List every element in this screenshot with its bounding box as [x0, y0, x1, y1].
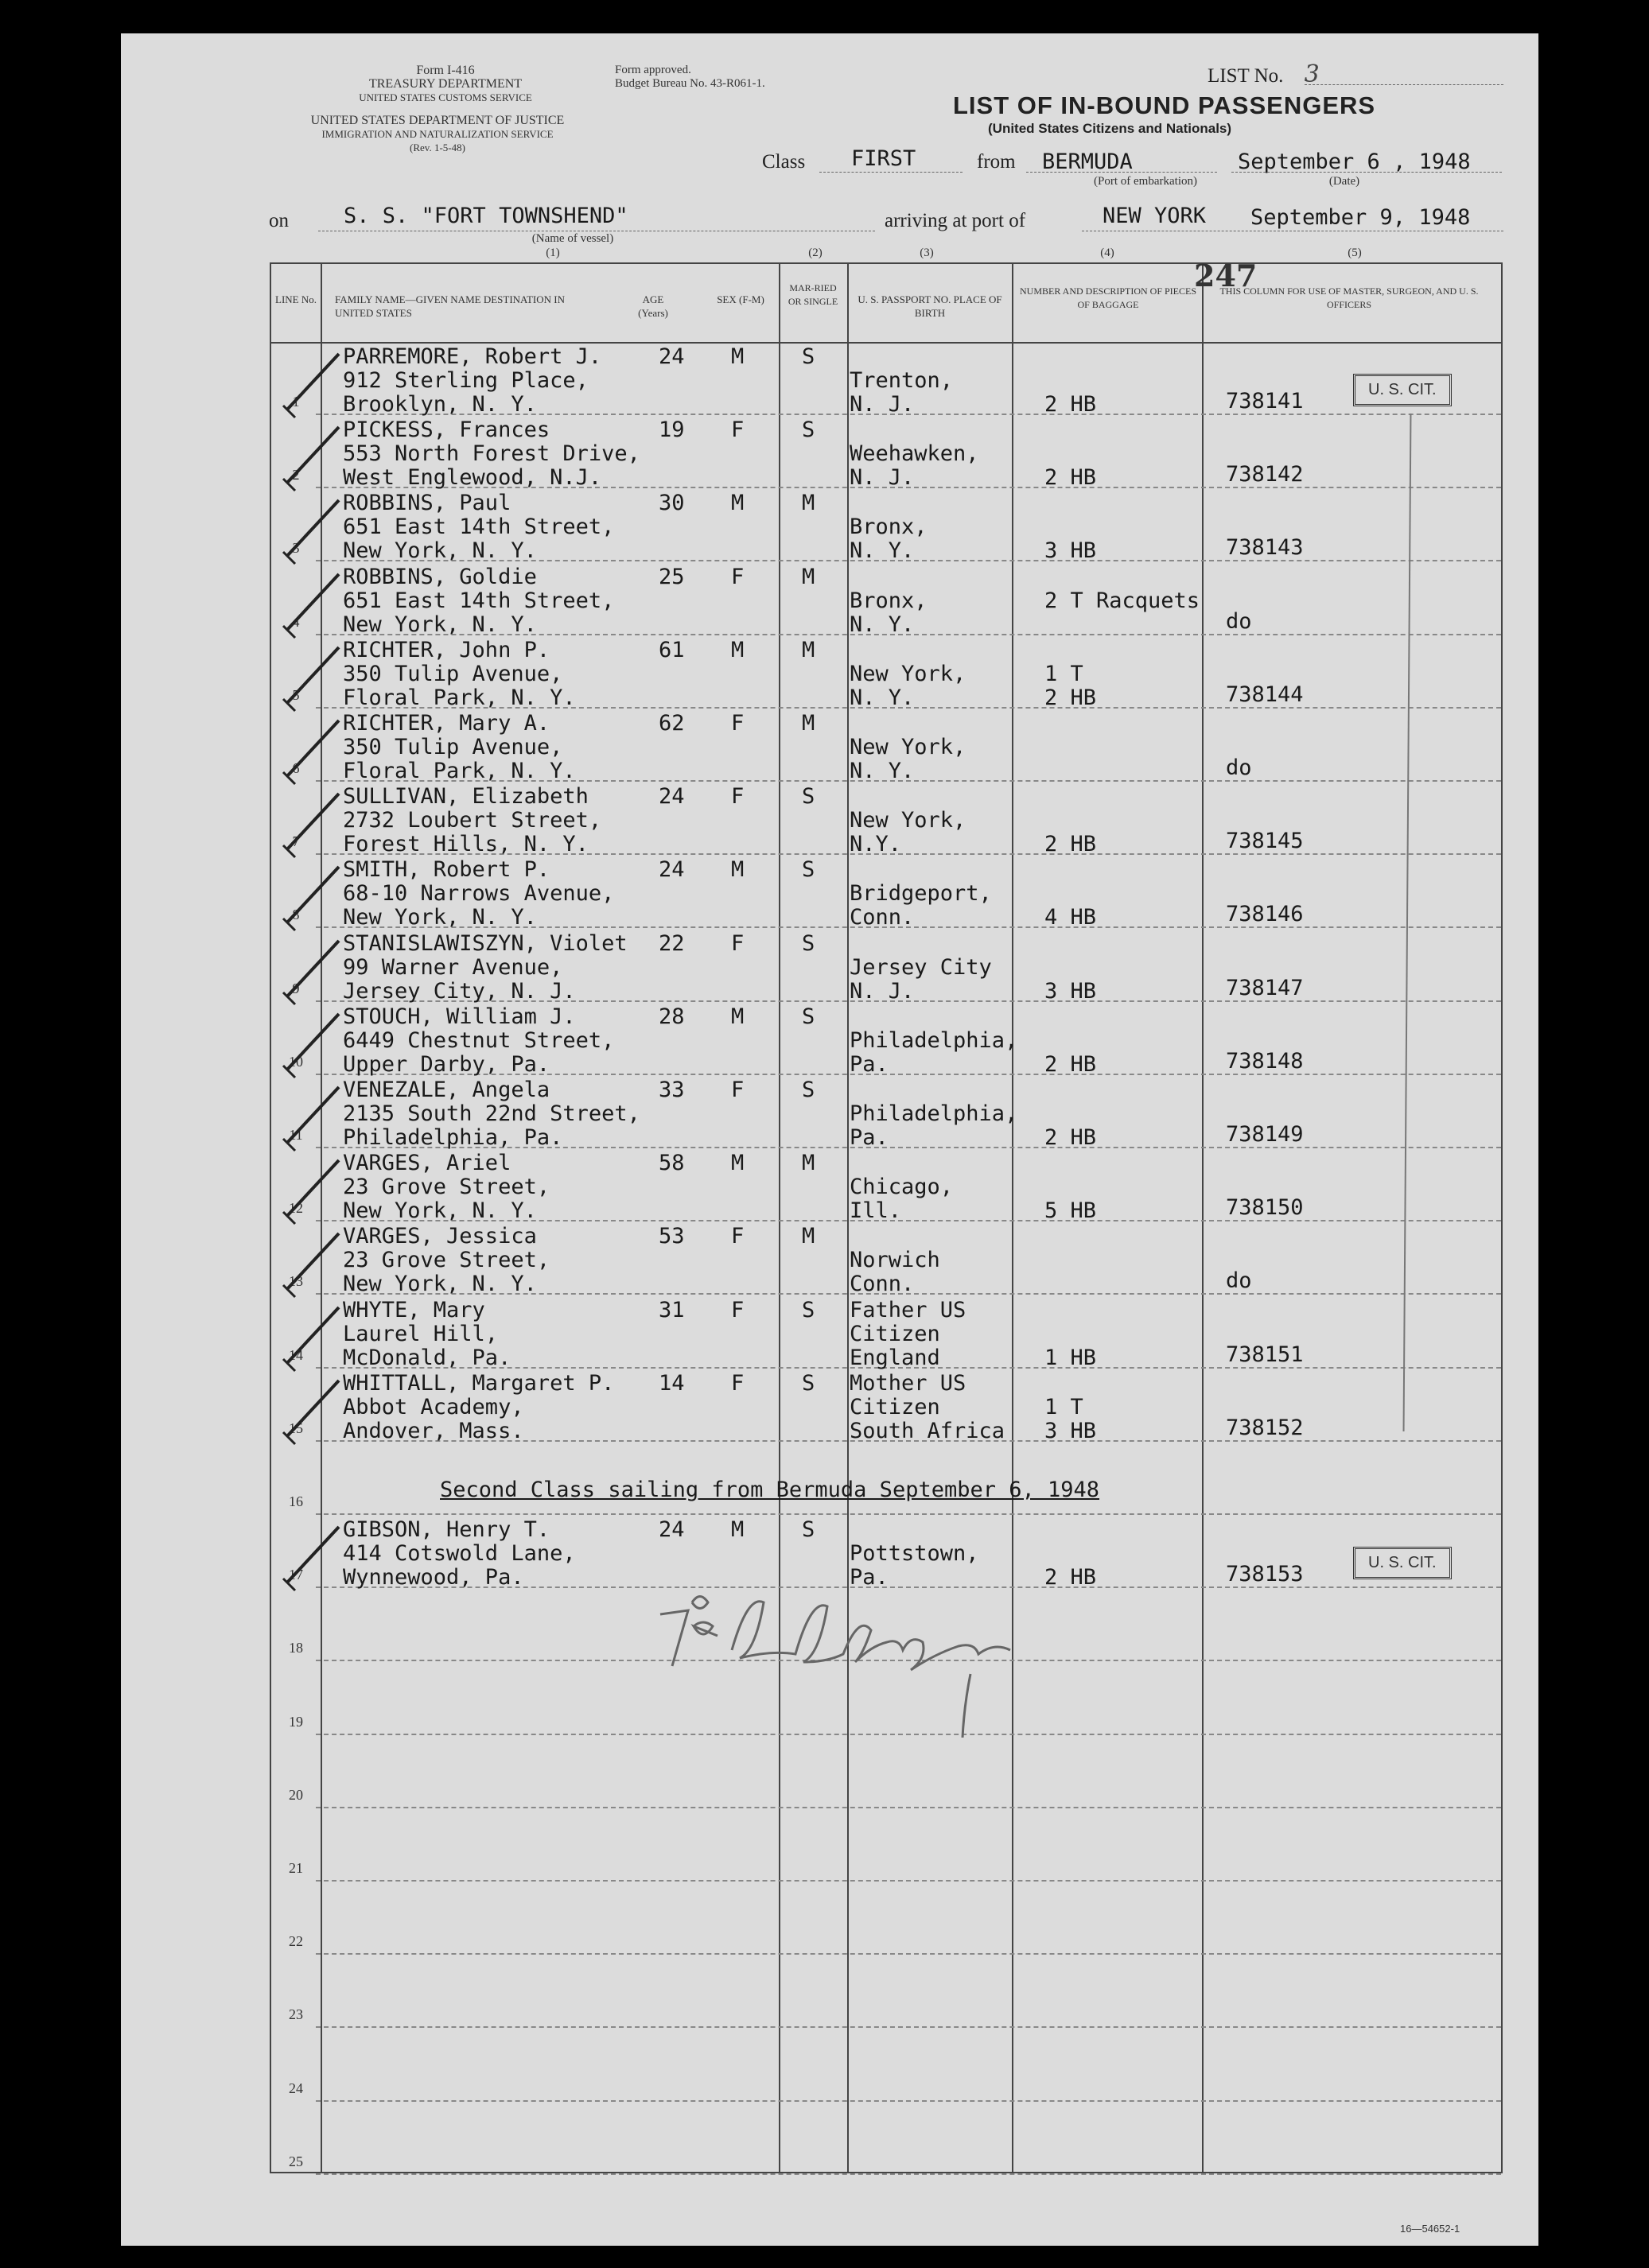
age: 14: [659, 1370, 685, 1396]
birth-line-3: Conn.: [850, 905, 915, 930]
baggage-line-2: 2 HB: [1044, 832, 1097, 857]
passenger-name: PARREMORE, Robert J.: [343, 344, 602, 369]
address-line-1: 651 East 14th Street,: [343, 515, 615, 540]
officer-ref: 738153: [1226, 1562, 1304, 1587]
marital-status: S: [802, 784, 815, 810]
passenger-name: WHITTALL, Margaret P.: [343, 1370, 615, 1396]
class-value: FIRST: [851, 146, 916, 171]
table-row: [271, 782, 1501, 855]
officer-ref: 738151: [1226, 1342, 1304, 1367]
sex: F: [731, 1370, 745, 1396]
address-line-1: 23 Grove Street,: [343, 1248, 550, 1273]
revision-label: (Rev. 1-5-48): [410, 142, 465, 153]
birth-line-1: Mother US: [850, 1370, 966, 1396]
page-subtitle: (United States Citizens and Nationals): [988, 121, 1232, 136]
table-row: [271, 415, 1501, 491]
age: 24: [659, 857, 685, 883]
col-number-1: (1): [546, 247, 560, 259]
sex: M: [731, 344, 745, 369]
line-number: 15: [289, 1419, 303, 1436]
sex: M: [731, 857, 745, 883]
col-number-5: (5): [1348, 247, 1362, 259]
table-row: [271, 1955, 1501, 2028]
sailing-date: September 6 , 1948: [1238, 150, 1471, 174]
address-line-2: New York, N. Y.: [343, 538, 537, 564]
table-row: [271, 1221, 1501, 1295]
address-line-2: Jersey City, N. J.: [343, 978, 576, 1004]
sex: F: [731, 711, 745, 736]
birth-line-2: Weehawken,: [850, 441, 979, 467]
address-line-1: 2732 Loubert Street,: [343, 808, 602, 833]
sex: M: [731, 1517, 745, 1543]
address-line-2: Floral Park, N. Y.: [343, 759, 576, 783]
sex: F: [731, 1297, 745, 1322]
birth-line-3: N. Y.: [850, 759, 915, 783]
embark-note: (Port of embarkation): [1094, 175, 1197, 188]
sex: M: [731, 1151, 745, 1176]
page-title: LIST OF IN-BOUND PASSENGERS: [953, 91, 1376, 119]
line-number: 1: [292, 394, 300, 410]
baggage-line-2: 3 HB: [1044, 1418, 1097, 1443]
birth-line-2: Bronx,: [850, 588, 928, 613]
birth-line-3: N. Y.: [850, 612, 915, 637]
table-row: [271, 1075, 1501, 1148]
check-mark: [263, 1377, 351, 1448]
birth-line-3: England: [850, 1345, 940, 1370]
address-line-1: 2135 South 22nd Street,: [343, 1101, 640, 1126]
vessel-name: S. S. "FORT TOWNSHEND": [344, 204, 628, 228]
passenger-name: PICKESS, Frances: [343, 417, 550, 443]
class-line: [819, 172, 963, 173]
address-line-2: Brooklyn, N. Y.: [343, 392, 537, 417]
marital-status: S: [802, 344, 815, 369]
address-line-2: New York, N. Y.: [343, 905, 537, 930]
age: 62: [659, 711, 685, 736]
baggage-line-2: 2 HB: [1044, 685, 1097, 710]
marital-status: S: [802, 1370, 815, 1396]
birth-line-2: New York,: [850, 808, 966, 833]
from-line: [1026, 172, 1217, 173]
marital-status: M: [802, 1151, 815, 1176]
line-number: 2: [292, 467, 300, 484]
marital-status: S: [802, 1004, 815, 1029]
second-class-heading: Second Class sailing from Bermuda September 6, 1948: [440, 1478, 1100, 1502]
passenger-name: WHYTE, Mary: [343, 1297, 485, 1322]
table-row: [271, 929, 1501, 1002]
address-line-1: 414 Cotswold Lane,: [343, 1541, 576, 1567]
officer-ref: 738144: [1226, 682, 1304, 707]
table-row: [271, 1369, 1501, 1442]
table-row: [271, 562, 1501, 635]
baggage-line-2: 2 HB: [1044, 392, 1097, 417]
header-name: FAMILY NAME—GIVEN NAME DESTINATION IN UNITED STATES: [335, 293, 566, 319]
check-mark: [263, 496, 351, 568]
table-row: [271, 855, 1501, 928]
address-line-2: Philadelphia, Pa.: [343, 1125, 563, 1150]
address-line-2: Forest Hills, N. Y.: [343, 832, 589, 857]
check-mark: [263, 790, 351, 861]
passenger-name: RICHTER, John P.: [343, 637, 550, 662]
marital-status: M: [802, 564, 815, 589]
birth-line-2: Citizen: [850, 1321, 940, 1346]
table-row: [271, 1882, 1501, 1955]
table-row: [271, 488, 1501, 564]
date-note: (Date): [1328, 175, 1360, 188]
address-line-1: 23 Grove Street,: [343, 1175, 550, 1200]
marital-status: S: [802, 857, 815, 883]
line-number: 24: [289, 2080, 303, 2096]
marital-status: M: [802, 637, 815, 662]
passenger-name: STOUCH, William J.: [343, 1004, 576, 1029]
birth-line-2: New York,: [850, 661, 966, 686]
sex: F: [731, 784, 745, 810]
justice-label: UNITED STATES DEPARTMENT OF JUSTICE: [310, 114, 565, 127]
age: 53: [659, 1224, 685, 1249]
age: 61: [659, 637, 685, 662]
birth-line-3: South Africa: [850, 1418, 1005, 1443]
address-line-2: Floral Park, N. Y.: [343, 685, 576, 710]
line-number: 21: [289, 1860, 303, 1876]
line-number: 17: [289, 1567, 303, 1583]
header-officers: THIS COLUMN FOR USE OF MASTER, SURGEON, AND U. S. OFFICERS: [1219, 285, 1479, 310]
baggage-line-1: 2 T Racquets: [1044, 588, 1200, 613]
line-number: 7: [292, 833, 300, 850]
birth-line-3: Pa.: [850, 1051, 889, 1077]
baggage-line-2: 2 HB: [1044, 1125, 1097, 1150]
officer-ref: 738149: [1226, 1122, 1304, 1147]
birth-line-3: Conn.: [850, 1272, 915, 1297]
check-mark: [263, 717, 351, 788]
officer-ref: 738146: [1226, 902, 1304, 927]
age: 24: [659, 344, 685, 369]
birth-line-2: Philadelphia,: [850, 1027, 1018, 1053]
baggage-line-2: 2 HB: [1044, 1051, 1097, 1077]
line-number: 12: [289, 1200, 303, 1217]
line-number: 13: [289, 1273, 303, 1290]
arrival-date: September 9, 1948: [1250, 205, 1471, 230]
baggage-line-2: 3 HB: [1044, 538, 1097, 564]
list-no-line: [1305, 84, 1503, 85]
approved-label: Form approved.: [615, 64, 691, 76]
birth-line-2: Citizen: [850, 1394, 940, 1419]
passenger-name: SMITH, Robert P.: [343, 857, 550, 883]
line-number: 19: [289, 1713, 303, 1730]
table-row: [271, 1148, 1501, 1224]
age: 31: [659, 1297, 685, 1322]
line-number: 4: [292, 613, 300, 630]
birth-line-2: Philadelphia,: [850, 1101, 1018, 1126]
col-number-2: (2): [808, 247, 823, 259]
birth-line-3: N. J.: [850, 392, 915, 417]
marital-status: M: [802, 1224, 815, 1249]
passenger-name: SULLIVAN, Elizabeth: [343, 784, 589, 810]
from-value: BERMUDA: [1042, 150, 1133, 174]
ins-label: IMMIGRATION AND NATURALIZATION SERVICE: [321, 128, 554, 140]
address-line-2: New York, N. Y.: [343, 1198, 537, 1224]
birth-line-1: Father US: [850, 1297, 966, 1322]
check-mark: [263, 350, 351, 421]
birth-line-2: New York,: [850, 735, 966, 759]
age: 19: [659, 417, 685, 443]
officer-signature: [644, 1579, 1122, 1738]
baggage-line-2: 4 HB: [1044, 905, 1097, 930]
age: 24: [659, 1517, 685, 1543]
line-number: 6: [292, 760, 300, 776]
footer-code: 16—54652-1: [1400, 2223, 1460, 2235]
line-number: 16: [289, 1493, 303, 1509]
address-line-1: Laurel Hill,: [343, 1321, 499, 1346]
table-row: [271, 635, 1501, 709]
birth-line-3: N. Y.: [850, 538, 915, 564]
address-line-1: 553 North Forest Drive,: [343, 441, 640, 467]
birth-line-3: N. Y.: [850, 685, 915, 710]
address-line-2: McDonald, Pa.: [343, 1345, 511, 1370]
birth-line-2: Pottstown,: [850, 1541, 979, 1567]
marital-status: M: [802, 711, 815, 736]
row-separator: [316, 2173, 1501, 2175]
check-mark: [263, 423, 351, 495]
check-mark: [263, 1010, 351, 1082]
sex: F: [731, 1224, 745, 1249]
sex: M: [731, 637, 745, 662]
passenger-name: GIBSON, Henry T.: [343, 1517, 550, 1543]
check-mark: [263, 1083, 351, 1155]
address-line-2: West Englewood, N.J.: [343, 465, 602, 491]
officer-ref: 738148: [1226, 1048, 1304, 1074]
passenger-name: ROBBINS, Goldie: [343, 564, 537, 589]
age: 25: [659, 564, 685, 589]
address-line-2: Wynnewood, Pa.: [343, 1565, 524, 1590]
address-line-1: 651 East 14th Street,: [343, 588, 615, 613]
line-number: 8: [292, 907, 300, 923]
col-number-3: (3): [920, 247, 934, 259]
us-citizen-stamp: U. S. CIT.: [1353, 374, 1452, 406]
officer-ref: 738143: [1226, 535, 1304, 561]
birth-line-2: Jersey City: [850, 954, 992, 980]
line-number: 22: [289, 1933, 303, 1950]
table-row: [271, 709, 1501, 782]
passenger-name: STANISLAWISZYN, Violet: [343, 930, 628, 956]
age: 24: [659, 784, 685, 810]
header-sex: SEX (F-M): [717, 293, 764, 305]
marital-status: S: [802, 930, 815, 956]
marital-status: S: [802, 1297, 815, 1322]
sex: F: [731, 1078, 745, 1102]
check-mark: [263, 570, 351, 642]
passenger-table: [270, 258, 1503, 2173]
birth-line-2: Chicago,: [850, 1175, 954, 1200]
baggage-line-2: 3 HB: [1044, 978, 1097, 1004]
check-mark: [263, 937, 351, 1008]
address-line-1: Abbot Academy,: [343, 1394, 524, 1419]
table-row: [271, 1808, 1501, 1882]
sex: M: [731, 491, 745, 516]
sex: F: [731, 930, 745, 956]
sex: F: [731, 417, 745, 443]
passenger-name: VARGES, Ariel: [343, 1151, 511, 1176]
address-line-2: New York, N. Y.: [343, 1272, 537, 1297]
check-mark: [263, 863, 351, 934]
stamped-number: 247: [1194, 258, 1258, 293]
address-line-1: 350 Tulip Avenue,: [343, 735, 563, 759]
line-number: 3: [292, 540, 300, 557]
treasury-label: TREASURY DEPARTMENT: [368, 77, 523, 91]
baggage-line-2: 2 HB: [1044, 1565, 1097, 1590]
table-row: [271, 2102, 1501, 2175]
baggage-line-2: 1 HB: [1044, 1345, 1097, 1370]
vessel-note: (Name of vessel): [531, 232, 614, 245]
baggage-line-2: 5 HB: [1044, 1198, 1097, 1224]
marital-status: S: [802, 417, 815, 443]
line-number: 18: [289, 1640, 303, 1656]
on-label: on: [269, 210, 289, 231]
passenger-name: VARGES, Jessica: [343, 1224, 537, 1249]
officer-ref: 738150: [1226, 1195, 1304, 1221]
address-line-1: 912 Sterling Place,: [343, 368, 589, 393]
officer-ref: 738152: [1226, 1415, 1304, 1440]
address-line-2: Upper Darby, Pa.: [343, 1051, 550, 1077]
age: 33: [659, 1078, 685, 1102]
arriving-label: arriving at port of: [885, 210, 1026, 231]
line-number: 9: [292, 980, 300, 996]
age: 22: [659, 930, 685, 956]
table-row: [271, 1002, 1501, 1075]
sex: M: [731, 1004, 745, 1029]
address-line-1: 350 Tulip Avenue,: [343, 661, 563, 686]
marital-status: S: [802, 1078, 815, 1102]
header-line-no: LINE No.: [275, 293, 317, 305]
line-number: 20: [289, 1786, 303, 1803]
list-no-label: LIST No. 3: [1208, 60, 1320, 88]
address-line-1: 6449 Chestnut Street,: [343, 1027, 615, 1053]
customs-label: UNITED STATES CUSTOMS SERVICE: [359, 91, 532, 103]
header-age: AGE (Years): [638, 293, 668, 319]
budget-label: Budget Bureau No. 43-R061-1.: [615, 77, 765, 90]
table-row: [271, 1442, 1501, 1515]
line-number: 23: [289, 2006, 303, 2023]
passenger-name: VENEZALE, Angela: [343, 1078, 550, 1102]
arrival-port: NEW YORK: [1103, 204, 1207, 228]
baggage-line-2: 2 HB: [1044, 465, 1097, 491]
form-number: Form I-416: [416, 64, 475, 77]
table-row: [271, 2029, 1501, 2102]
marital-status: S: [802, 1517, 815, 1543]
table-row: [271, 342, 1501, 415]
age: 58: [659, 1151, 685, 1176]
line-number: 25: [289, 2153, 303, 2169]
officer-ref: 738145: [1226, 829, 1304, 854]
us-citizen-stamp: U. S. CIT.: [1353, 1547, 1452, 1579]
list-no-value: 3: [1304, 60, 1320, 88]
header-married: MAR-RIED OR SINGLE: [788, 282, 838, 307]
table-row: [271, 1295, 1501, 1369]
line-number: 14: [289, 1346, 303, 1363]
birth-line-3: N.Y.: [850, 832, 902, 857]
from-label: from: [977, 151, 1016, 173]
header-passport: U. S. PASSPORT NO. PLACE OF BIRTH: [858, 293, 1002, 319]
col-number-4: (4): [1100, 247, 1114, 259]
class-label: Class: [762, 151, 806, 173]
address-line-2: Andover, Mass.: [343, 1418, 524, 1443]
sex: F: [731, 564, 745, 589]
officer-ref: do: [1226, 1268, 1252, 1294]
passenger-name: RICHTER, Mary A.: [343, 711, 550, 736]
birth-line-2: Trenton,: [850, 368, 954, 393]
address-line-1: 99 Warner Avenue,: [343, 954, 563, 980]
birth-line-3: Pa.: [850, 1125, 889, 1150]
baggage-line-1: 1 T: [1044, 1394, 1083, 1419]
line-number: 5: [292, 686, 300, 703]
table-row: [271, 1735, 1501, 1808]
birth-line-3: N. J.: [850, 465, 915, 491]
date-line: [1231, 172, 1502, 173]
address-line-1: 68-10 Narrows Avenue,: [343, 881, 615, 907]
age: 28: [659, 1004, 685, 1029]
header-baggage: NUMBER AND DESCRIPTION OF PIECES OF BAGGAGE: [1019, 285, 1197, 310]
baggage-line-1: 1 T: [1044, 661, 1083, 686]
birth-line-2: Bronx,: [850, 515, 928, 540]
birth-line-2: Bridgeport,: [850, 881, 992, 907]
officer-ref: 738147: [1226, 975, 1304, 1000]
check-mark: [263, 1156, 351, 1228]
marital-status: M: [802, 491, 815, 516]
birth-line-2: Norwich: [850, 1248, 940, 1273]
check-mark: [263, 643, 351, 715]
officer-ref: do: [1226, 608, 1252, 634]
officer-ref: 738141: [1226, 389, 1304, 414]
officer-ref: do: [1226, 755, 1252, 780]
line-number: 10: [289, 1053, 303, 1070]
line-number: 11: [289, 1127, 303, 1143]
birth-line-3: Ill.: [850, 1198, 902, 1224]
check-mark: [263, 1229, 351, 1301]
birth-line-3: N. J.: [850, 978, 915, 1004]
age: 30: [659, 491, 685, 516]
birth-line-3: Pa.: [850, 1565, 889, 1590]
officer-ref: 738142: [1226, 462, 1304, 487]
table-row: [271, 1515, 1501, 1588]
address-line-2: New York, N. Y.: [343, 612, 537, 637]
check-mark: [263, 1303, 351, 1375]
passenger-name: ROBBINS, Paul: [343, 491, 511, 516]
check-mark: [263, 1523, 351, 1594]
